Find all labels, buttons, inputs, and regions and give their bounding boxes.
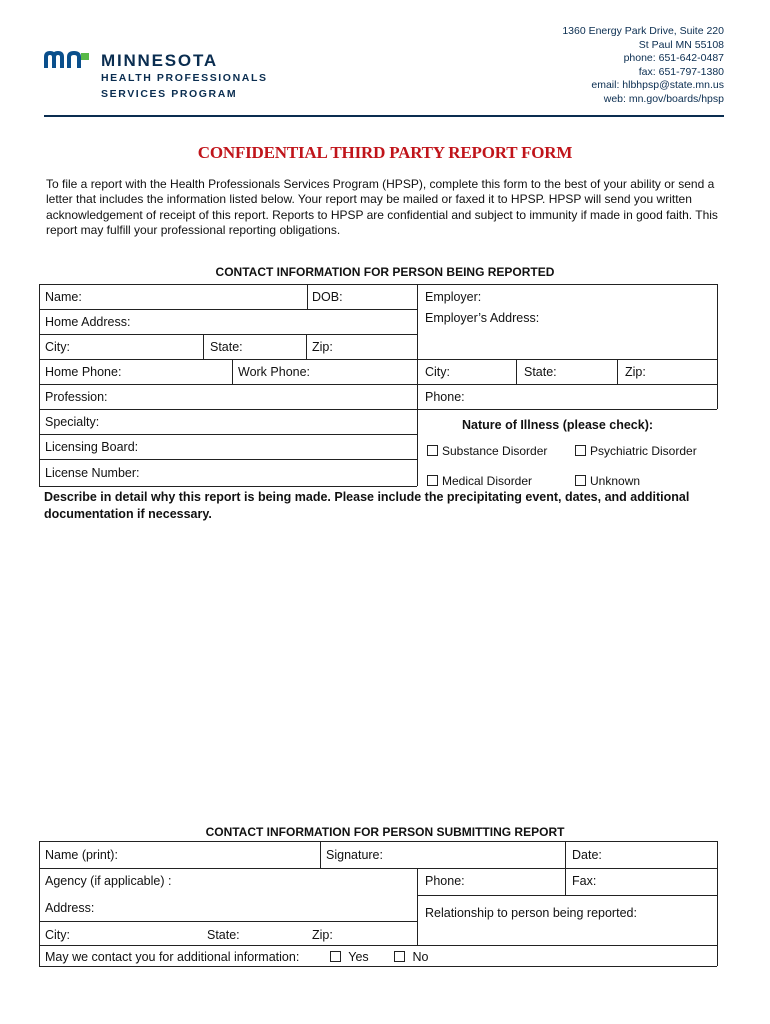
submitter-city-field[interactable]: City: [45, 928, 70, 942]
checkbox-unknown[interactable]: Unknown [575, 474, 640, 488]
checkbox-substance-disorder[interactable]: Substance Disorder [427, 444, 547, 458]
reported-licensing-board-field[interactable]: Licensing Board: [45, 440, 139, 454]
logo-subtitle-2: SERVICES PROGRAM [101, 88, 238, 100]
submitter-address-field[interactable]: Address: [45, 901, 95, 915]
checkbox-psychiatric-disorder[interactable]: Psychiatric Disorder [575, 444, 697, 458]
submitter-date-field[interactable]: Date: [572, 848, 602, 862]
address-web[interactable]: web: mn.gov/boards/hpsp [603, 92, 724, 105]
reported-dob-field[interactable]: DOB: [312, 290, 343, 304]
reported-section-title: CONTACT INFORMATION FOR PERSON BEING REPORTED [215, 265, 555, 279]
checkbox-icon [330, 951, 341, 962]
contact-address [562, 25, 724, 107]
reported-specialty-field[interactable]: Specialty: [45, 415, 100, 429]
employer-phone-field[interactable]: Phone: [425, 390, 465, 404]
reported-city-field[interactable]: City: [45, 340, 70, 354]
submitter-agency-field[interactable]: Agency (if applicable) : [45, 874, 172, 888]
submitting-section-title: CONTACT INFORMATION FOR PERSON SUBMITTING REPORT [205, 825, 565, 839]
employer-zip-field[interactable]: Zip: [625, 365, 646, 379]
checkbox-icon [427, 445, 438, 456]
page-title: CONFIDENTIAL THIRD PARTY REPORT FORM [197, 143, 573, 162]
address-email[interactable]: email: hlbhpsp@state.mn.us [591, 79, 724, 92]
reported-employer-field[interactable]: Employer: [425, 290, 482, 304]
submitter-fax-field[interactable]: Fax: [572, 874, 597, 888]
employer-city-field[interactable]: City: [425, 365, 450, 379]
submitter-relationship-field[interactable]: Relationship to person being reported: [425, 906, 637, 920]
checkbox-icon [575, 445, 586, 456]
reported-work-phone-field[interactable]: Work Phone: [238, 365, 311, 379]
submitter-state-field[interactable]: State: [207, 928, 240, 942]
header-divider [44, 115, 724, 117]
checkbox-contact-yes[interactable]: Yes [330, 950, 369, 964]
minnesota-logo [44, 46, 284, 106]
address-phone: phone: 651-642-0487 [623, 52, 724, 65]
reported-employer-address-field[interactable]: Employer’s Address: [425, 311, 540, 325]
reported-zip-field[interactable]: Zip: [312, 340, 333, 354]
reported-state-field[interactable]: State: [210, 340, 243, 354]
reported-home-phone-field[interactable]: Home Phone: [45, 365, 122, 379]
reported-home-address-field[interactable]: Home Address: [45, 315, 131, 329]
reported-profession-field[interactable]: Profession: [45, 390, 108, 404]
logo-name: MINNESOTA [101, 51, 218, 70]
checkbox-medical-disorder[interactable]: Medical Disorder [427, 474, 532, 488]
address-city: St Paul MN 55108 [638, 38, 724, 51]
contact-permission-question: May we contact you for additional information: [45, 950, 300, 964]
nature-of-illness-title: Nature of Illness (please check): [462, 418, 654, 432]
mn-logo-mark-icon [44, 51, 94, 69]
submitter-zip-field[interactable]: Zip: [312, 928, 333, 942]
logo-subtitle-1: HEALTH PROFESSIONALS [101, 72, 268, 84]
submitter-signature-field[interactable]: Signature: [326, 848, 383, 862]
employer-state-field[interactable]: State: [524, 365, 557, 379]
submitter-name-field[interactable]: Name (print): [45, 848, 118, 862]
reported-license-number-field[interactable]: License Number: [45, 466, 140, 480]
checkbox-contact-no[interactable]: No [394, 950, 428, 964]
describe-instructions: Describe in detail why this report is being made. Please include the precipitating event, dates, and additional documentation if necessary. [44, 490, 690, 521]
checkbox-icon [427, 475, 438, 486]
submitter-phone-field[interactable]: Phone: [425, 874, 465, 888]
address-street: 1360 Energy Park Drive, Suite 220 [562, 25, 724, 37]
description-area[interactable] [44, 528, 724, 818]
checkbox-icon [575, 475, 586, 486]
address-fax: fax: 651-797-1380 [638, 65, 724, 78]
checkbox-icon [394, 951, 405, 962]
intro-text: To file a report with the Health Professionals Services Program (HPSP), complete this form to the best of your ability or send a letter that includes the information listed below. Your report may be mailed or faxed it to HPSP. HPSP will send you written acknowledgement of receipt of this report. Reports to HPSP are confidential and subject to immunity if made in good faith. This report may fulfill your professional reporting obligations. [46, 177, 718, 238]
reported-name-field[interactable]: Name: [45, 290, 82, 304]
